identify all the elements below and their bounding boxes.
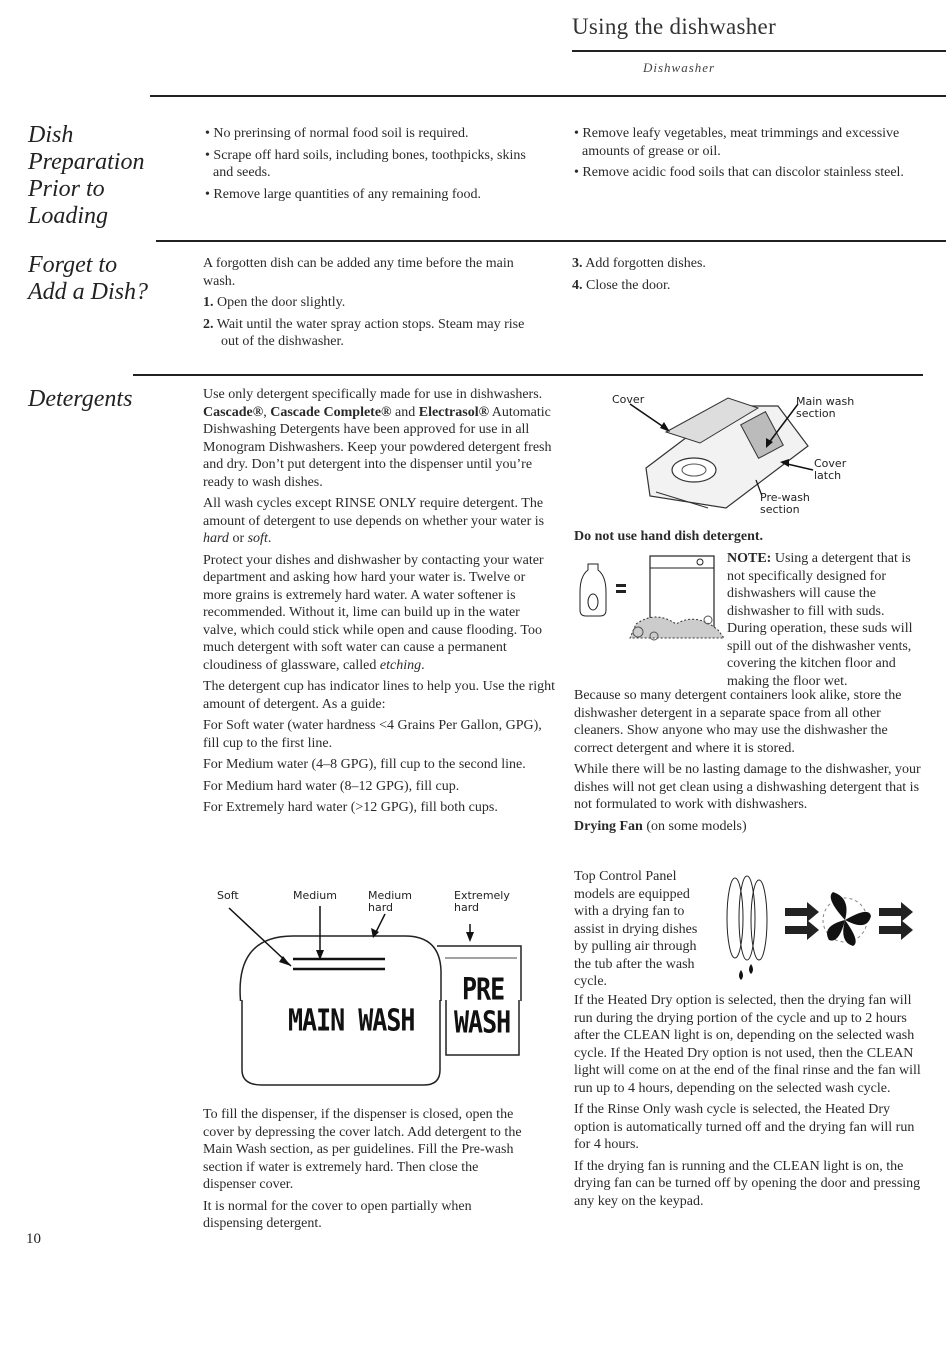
header-bottom-rule [150,95,946,97]
forget-left-column [203,255,538,355]
detergents-paragraph: If the drying fan is running and the CLEAN light is on, the drying fan can be turned off by opening the door and pressing any key on the keypad. [574,1158,921,1209]
drying-fan-illustration [715,868,920,986]
detergents-paragraph: While there will be no lasting damage to the dishwasher, your dishes will not get clean using a dishwashing detergent that is not formulated to work with dishwashers. [574,762,921,812]
pre-label: PRE [462,972,505,1007]
detergents-paragraph: Protect your dishes and dishwasher by contacting your water department and asking how hard your water is. Twelve or more grains is extremely hard water. A water softener is recommended. Without it, lime can build up in the water valve, which could stick while open and cause flooding. Too much detergent with soft water can cause a permanent cloudiness of glassware, called etching. [203,552,544,673]
forget-step: 2. Wait until the water spray action stops. Steam may rise out of the dishwasher. [203,316,525,349]
detergents-paragraph: Because so many detergent containers look alike, store the dishwasher detergent in a separate space from all other cleaners. Show anyone who may use the dishwasher the correct detergent and where it is stored. [574,688,902,756]
detergents-paragraph: If the Rinse Only wash cycle is selected, the Heated Dry option is automatically turned off and the drying fan will run for 4 hours. [574,1102,915,1152]
section-heading-dish-preparation: Dish Preparation Prior to Loading [28,122,145,229]
section-heading-forget-dish: Forget to Add a Dish? [28,252,148,305]
section-rule [156,240,946,242]
cup-label-extremely-hard: Extremely hard [454,889,510,914]
section-heading-detergents: Detergents [28,386,133,412]
fan-drawing [715,868,920,986]
cup-lower-figure [232,972,522,1090]
drying-fan-text [574,868,714,995]
note-block [727,550,919,694]
detergents-left-column [203,386,555,821]
dispenser-label-prewash: Pre-wash section [760,491,810,516]
page-header-subtitle: Dishwasher [643,60,716,75]
detergents-paragraph: Use only detergent specifically made for use in dishwashers. Cascade®, Cascade Complete® and Electrasol® Automatic Dishwashing Detergents have been approved for use in all Monogram Dishwashers. Keep your powdered detergent fresh and dry. Don’t put detergent into the dispenser until you’re ready to wash dishes. [203,387,552,490]
forget-step: 1. Open the door slightly. [203,295,346,310]
detergents-paragraph: To fill the dispenser, if the dispenser is closed, open the cover by depressing the cover latch. Add detergent to the Main Wash section, as per guidelines. Fill the Pre-wash section if water is extremely hard. Then close the dispenser cover. [203,1107,522,1192]
drying-fan-heading: Drying Fan (on some models) [574,818,747,834]
prep-left-column [203,125,538,207]
drying-fan-details [574,992,922,1214]
page-header-title: Using the dishwasher [572,14,777,39]
detergents-paragraph: If the Heated Dry option is selected, then the drying fan will run during the drying portion of the cycle and up to 2 hours after the CLEAN light is on, depending on the selected wash cycle. If the Heated Dry option is not used, then the CLEAN light will come on at the end of the final rinse and the fan will run up to 4 hours, depending on the selected wash cycle. [574,993,921,1096]
page-number: 10 [26,1231,41,1247]
detergents-fill-instructions [203,1106,533,1237]
cup-label-medium-hard: Medium hard [368,889,412,914]
prep-right-column [572,125,917,186]
forget-intro: A forgotten dish can be added any time before the main wash. [203,256,514,289]
detergents-paragraph: For Medium water (4–8 GPG), fill cup to the second line. [203,757,526,772]
dispenser-figure [608,388,868,523]
header-rule [572,50,946,52]
forget-step: 4. Close the door. [572,277,671,293]
main-wash-label: MAIN WASH [288,1003,415,1038]
detergents-paragraph: For Extremely hard water (>12 GPG), fill both cups. [203,800,498,815]
suds-drawing [576,550,724,645]
prep-bullet: • Remove large quantities of any remaining food. [205,186,482,202]
detergents-right-column [574,687,922,839]
warning-title: Do not use hand dish detergent. [574,529,764,544]
prep-bullet: • Scrape off hard soils, including bones, toothpicks, skins and seeds. [205,147,526,180]
note-paragraph: NOTE: Using a detergent that is not specifically designed for dishwashers will cause the dishwasher to fill with suds. During operation, these suds will spill out of the dishwasher vents, covering the kitchen floor and making the floor wet. [727,551,913,689]
prep-bullet: • Remove leafy vegetables, meat trimmings and excessive amounts of grease or oil. [574,126,900,159]
prep-bullet: • No prerinsing of normal food soil is required. [205,126,469,141]
dispenser-label-cover-latch: Cover latch [814,457,847,482]
detergents-paragraph: Top Control Panel models are equipped with a drying fan to assist in drying dishes by pulling air through the tub after the wash cycle. [574,869,698,989]
detergents-paragraph: For Medium hard water (8–12 GPG), fill cup. [203,778,460,794]
cup-label-medium: Medium [293,889,337,902]
prep-bullet: • Remove acidic food soils that can discolor stainless steel. [574,165,904,180]
forget-step: 3. Add forgotten dishes. [572,256,706,271]
hand-detergent-warning [574,528,919,546]
dispenser-label-cover: Cover [612,393,645,406]
dispenser-label-main-wash: Main wash section [796,395,855,420]
detergents-paragraph: All wash cycles except RINSE ONLY require detergent. The amount of detergent to use depends on whether your water is hard or soft. [203,496,545,546]
section-rule [133,374,923,376]
detergents-paragraph: For Soft water (water hardness <4 Grains Per Gallon, GPG), fill cup to the first line. [203,718,542,751]
forget-right-column [572,255,917,298]
detergents-paragraph: The detergent cup has indicator lines to help you. Use the right amount of detergent. As a guide: [203,679,555,712]
cup-label-soft: Soft [217,889,239,902]
wash-label: WASH [454,1005,511,1040]
detergents-paragraph: It is normal for the cover to open partially when dispensing detergent. [203,1198,472,1231]
suds-illustration [576,550,724,645]
